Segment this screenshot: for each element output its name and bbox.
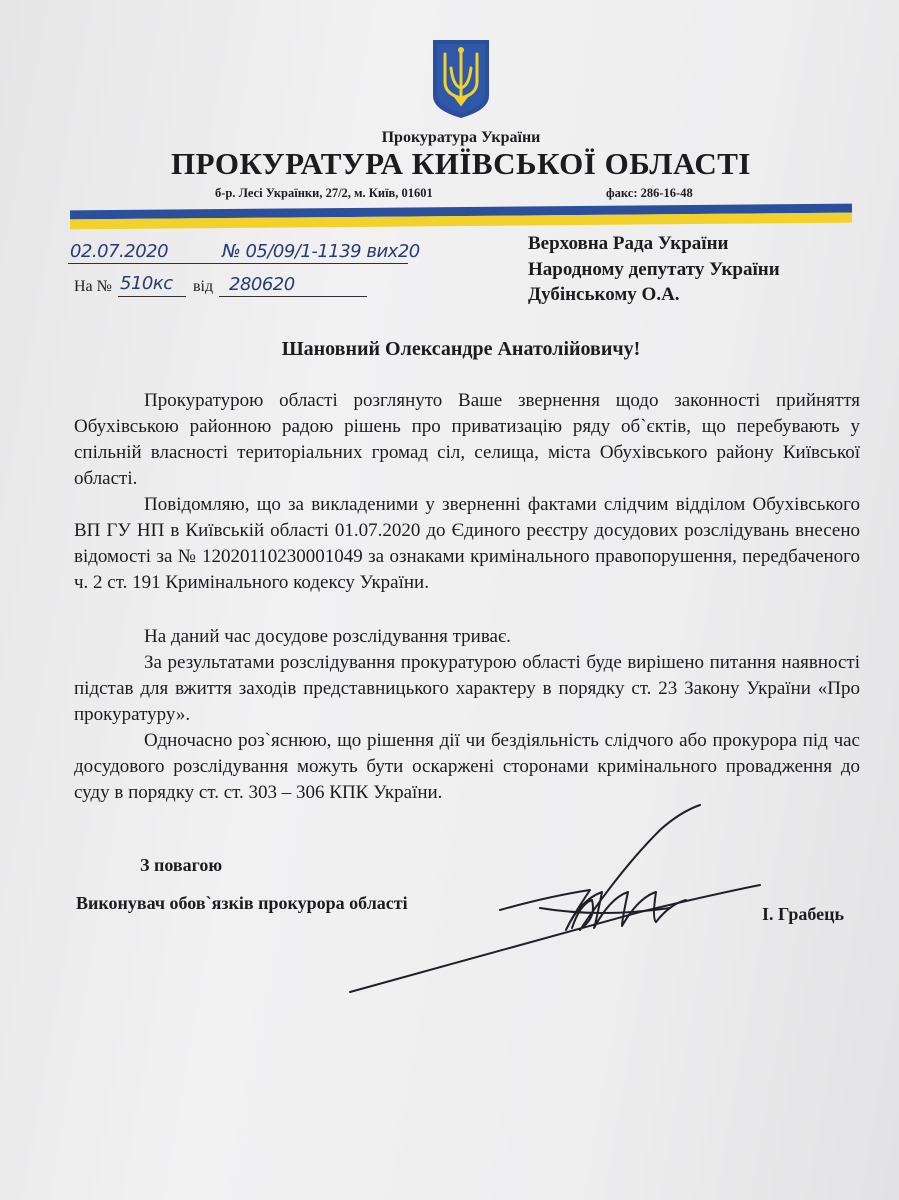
body-paragraph-5: Одночасно роз`яснюю, що рішення дії чи бездіяльність слідчого або прокурора під час досудового розслідування можуть бути оскаржені сторонами кримінального провадження до суду в порядку ст. ст. 303 – 306 КПК України. bbox=[74, 730, 860, 803]
body-paragraph-1: Прокуратурою області розглянуто Ваше звернення щодо законності прийняття Обухівською районною радою рішень про приватизацію ряду об`єктів, що перебувають у спільній власності територіальних громад сіл, селища, міста Обухівського району Київської області. bbox=[74, 390, 860, 489]
closing-regards: З повагою bbox=[140, 855, 223, 875]
trident-emblem-icon bbox=[431, 38, 491, 120]
organization-address: б-р. Лесі Українки, 27/2, м. Київ, 01601 bbox=[215, 186, 433, 200]
organization-subtitle: Прокуратура України bbox=[381, 129, 541, 146]
salutation: Шановний Олександре Анатолійовичу! bbox=[281, 338, 641, 360]
reference-number-underline bbox=[118, 296, 186, 297]
registration-underline bbox=[68, 263, 408, 264]
body-paragraph-3: На даний час досудове розслідування триває. bbox=[144, 626, 511, 647]
reference-number: 510кс bbox=[120, 273, 173, 294]
recipient-line-2: Народному депутату України bbox=[528, 259, 780, 280]
reference-date: 280620 bbox=[229, 274, 295, 295]
reference-label: На № bbox=[74, 278, 112, 295]
reference-date-label: від bbox=[193, 278, 214, 295]
outgoing-number: № 05/09/1-1139 вих20 bbox=[222, 241, 420, 262]
body-paragraph-2: Повідомляю, що за викладеними у зверненні фактами слідчим відділом Обухівського ВП ГУ НП в Київській області 01.07.2020 до Єдиного реєстру досудових розслідувань внесено відомості за № 12020110230001049 за ознаками кримінального правопорушення, передбаченого ч. 2 ст. 191 Кримінального кодексу України. bbox=[74, 494, 860, 593]
signature-icon bbox=[340, 800, 780, 1000]
recipient-line-1: Верховна Рада України bbox=[528, 233, 729, 254]
reference-date-underline bbox=[219, 296, 367, 297]
body-paragraph-4: За результатами розслідування прокуратурою області буде вирішено питання наявності підстав для вжиття заходів представницького характеру в порядку ст. 23 Закону України «Про прокуратуру». bbox=[74, 652, 860, 725]
organization-title: ПРОКУРАТУРА КИЇВСЬКОЇ ОБЛАСТІ bbox=[170, 146, 751, 181]
organization-fax: факс: 286-16-48 bbox=[606, 186, 693, 200]
signer-position: Виконувач обов`язків прокурора області bbox=[76, 893, 408, 913]
recipient-line-3: Дубінському О.А. bbox=[528, 284, 680, 305]
outgoing-date: 02.07.2020 bbox=[70, 241, 169, 262]
signer-name: І. Грабець bbox=[762, 904, 844, 924]
